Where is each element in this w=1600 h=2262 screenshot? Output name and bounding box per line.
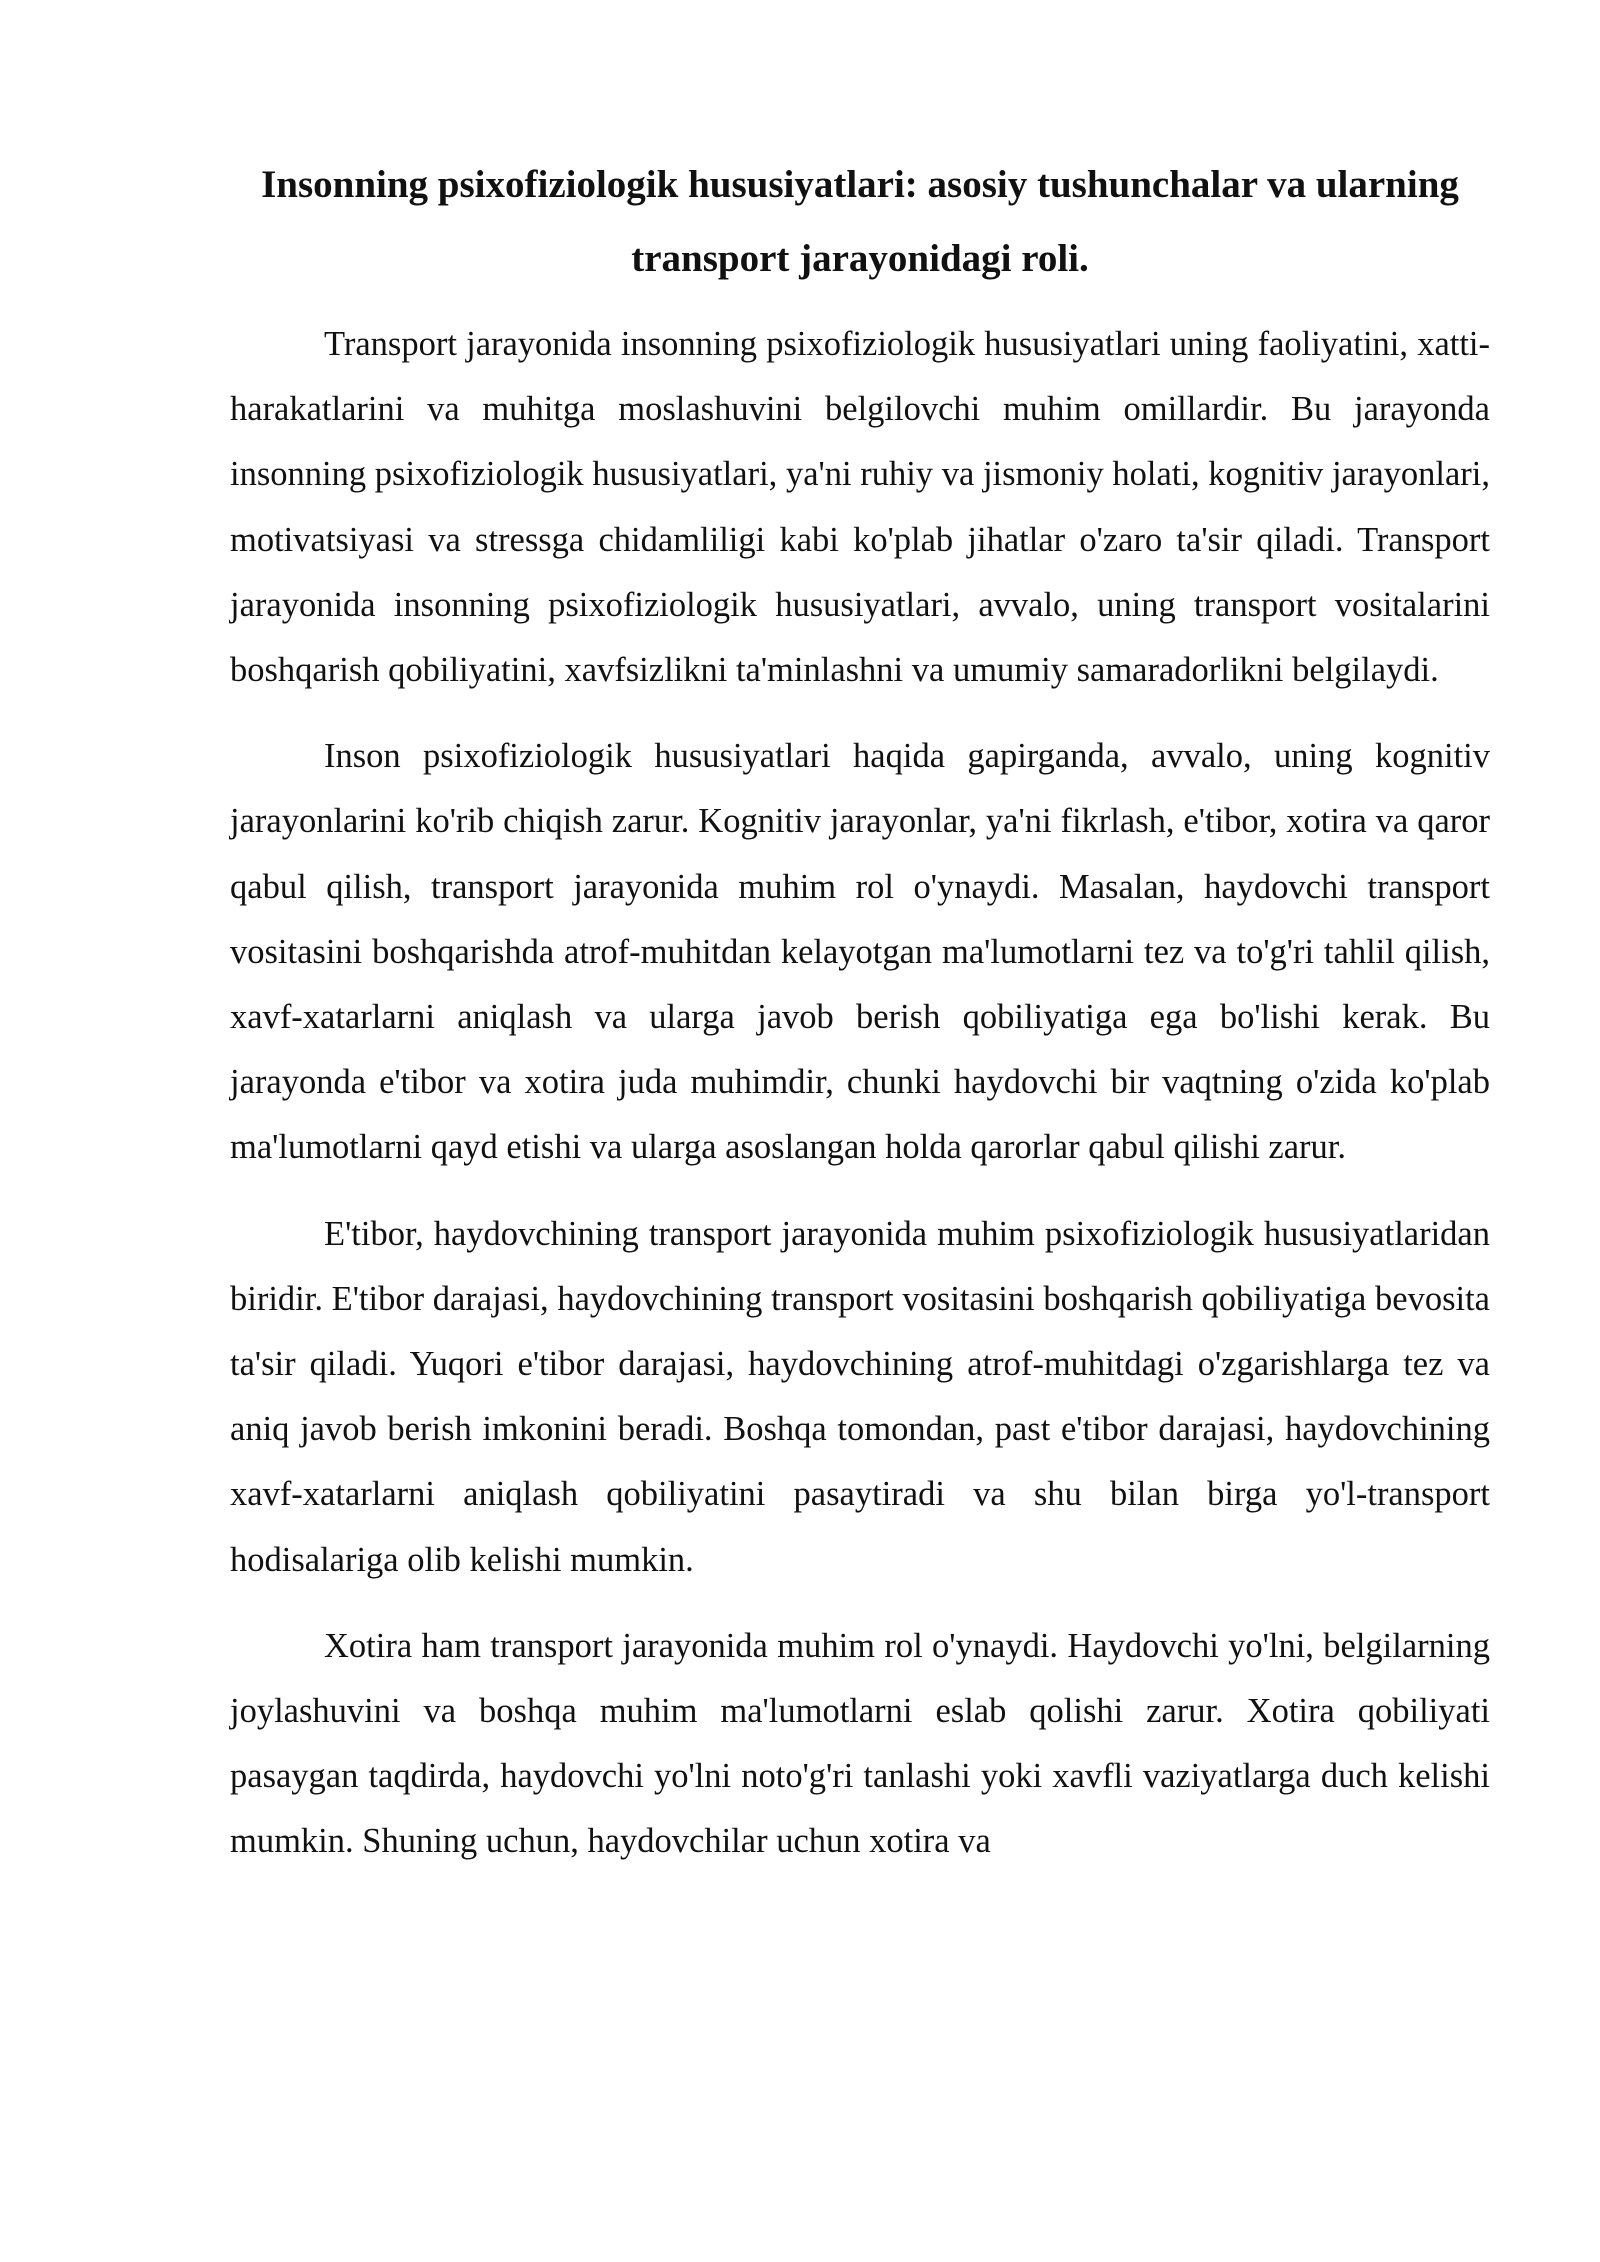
document-title: Insonning psixofiziologik hususiyatlari: asosiy tushunchalar va ularning transport jarayonidagi roli. (261, 163, 1459, 280)
document-body (230, 148, 1490, 1896)
paragraph-1: Transport jarayonida insonning psixofiziologik hususiyatlari uning faoliyatini, xatti-harakatlarini va muhitga moslashuvini belgilovchi muhim omillardir. Bu jarayonda insonning psixofiziologik hususiyatlari, ya'ni ruhiy va jismoniy holati, kognitiv jarayonlari, motivatsiyasi va stressga chidamliligi kabi ko'plab jihatlar o'zaro ta'sir qiladi. Transport jarayonida insonning psixofiziologik hususiyatlari, avvalo, uning transport vositalarini boshqarish qobiliyatini, xavfsizlikni ta'minlashni va umumiy samaradorlikni belgilaydi. (230, 325, 1490, 690)
paragraph-4: Xotira ham transport jarayonida muhim rol o'ynaydi. Haydovchi yo'lni, belgilarning joylashuvini va boshqa muhim ma'lumotlarni eslab qolishi zarur. Xotira qobiliyati pasaygan taqdirda, haydovchi yo'lni noto'g'ri tanlashi yoki xavfli vaziyatlarga duch kelishi mumkin. Shuning uchun, haydovchilar uchun xotira va (230, 1626, 1490, 1861)
paragraph-2: Inson psixofiziologik hususiyatlari haqida gapirganda, avvalo, uning kognitiv jarayonlarini ko'rib chiqish zarur. Kognitiv jarayonlar, ya'ni fikrlash, e'tibor, xotira va qaror qabul qilish, transport jarayonida muhim rol o'ynaydi. Masalan, haydovchi transport vositasini boshqarishda atrof-muhitdan kelayotgan ma'lumotlarni tez va to'g'ri tahlil qilish, xavf-xatarlarni aniqlash va ularga javob berish qobiliyatiga ega bo'lishi kerak. Bu jarayonda e'tibor va xotira juda muhimdir, chunki haydovchi bir vaqtning o'zida ko'plab ma'lumotlarni qayd etishi va ularga asoslangan holda qarorlar qabul qilishi zarur. (230, 737, 1490, 1167)
paragraph-3: E'tibor, haydovchining transport jarayonida muhim psixofiziologik hususiyatlaridan biridir. E'tibor darajasi, haydovchining transport vositasini boshqarish qobiliyatiga bevosita ta'sir qiladi. Yuqori e'tibor darajasi, haydovchining atrof-muhitdagi o'zgarishlarga tez va aniq javob berish imkonini beradi. Boshqa tomondan, past e'tibor darajasi, haydovchining xavf-xatarlarni aniqlash qobiliyatini pasaytiradi va shu bilan birga yo'l-transport hodisalariga olib kelishi mumkin. (230, 1214, 1490, 1579)
